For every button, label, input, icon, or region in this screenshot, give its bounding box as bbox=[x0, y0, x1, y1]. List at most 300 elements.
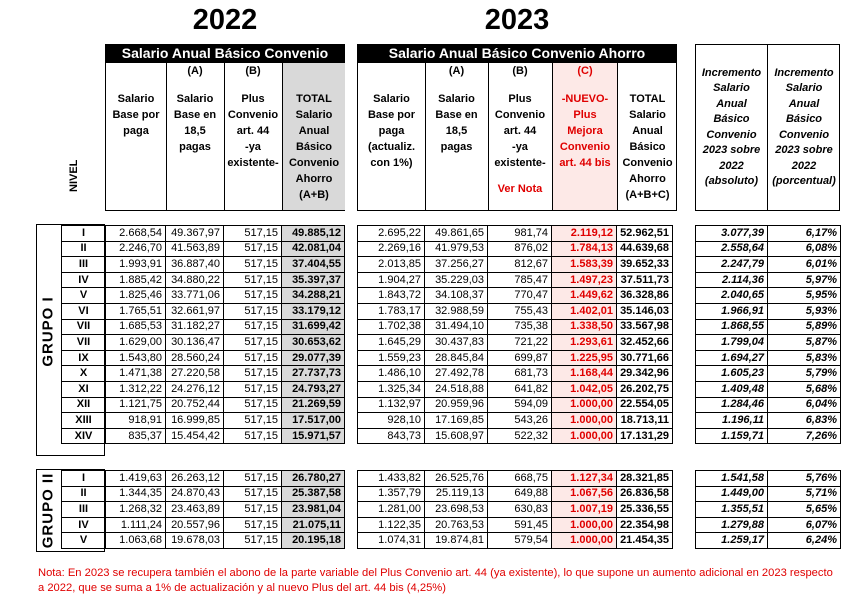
cell-b22: 1.471,38 bbox=[106, 366, 166, 382]
cell-b23: 1.645,29 bbox=[358, 335, 425, 351]
cell-a22: 33.771,06 bbox=[166, 288, 224, 304]
cell-a23: 27.492,78 bbox=[425, 366, 488, 382]
cell-pct: 6,83% bbox=[768, 413, 841, 429]
cell-nivel: V bbox=[62, 533, 106, 549]
cell-c23: 1.583,39 bbox=[552, 257, 617, 273]
cell-b22: 2.246,70 bbox=[106, 241, 166, 257]
table-row bbox=[106, 226, 345, 242]
cell-nivel: XIV bbox=[62, 428, 106, 444]
table-row bbox=[106, 381, 345, 397]
cell-b23: 1.702,38 bbox=[358, 319, 425, 335]
cell-nivel: II bbox=[62, 241, 106, 257]
cell-b23: 1.357,79 bbox=[358, 486, 425, 502]
cell-t23: 39.652,33 bbox=[617, 257, 673, 273]
cell-t22: 21.269,59 bbox=[282, 397, 345, 413]
cell-a23: 15.608,97 bbox=[425, 428, 488, 444]
table-row bbox=[106, 486, 345, 502]
cell-nivel: IV bbox=[62, 517, 106, 533]
cell-abs: 1.868,55 bbox=[696, 319, 768, 335]
cell-abs: 1.279,88 bbox=[696, 517, 768, 533]
table-row bbox=[358, 502, 673, 518]
cell-t22: 30.653,62 bbox=[282, 335, 345, 351]
cell-t23: 25.336,55 bbox=[617, 502, 673, 518]
cell-t22: 49.885,12 bbox=[282, 226, 345, 242]
cell-c23: 1.000,00 bbox=[552, 533, 617, 549]
table-row bbox=[696, 319, 841, 335]
table-row bbox=[358, 413, 673, 429]
table-row bbox=[358, 517, 673, 533]
cell-a22: 32.661,97 bbox=[166, 303, 224, 319]
cell-a23: 37.256,27 bbox=[425, 257, 488, 273]
group-1-label: GRUPO I bbox=[39, 296, 57, 367]
cell-b22: 1.312,22 bbox=[106, 381, 166, 397]
header-2023-col-c: (C) -NUEVO- Plus Mejora Convenio art. 44 bis bbox=[553, 63, 617, 210]
table-row bbox=[62, 319, 106, 335]
year-2023-heading: 2023 bbox=[484, 4, 550, 36]
cell-t23: 17.131,29 bbox=[617, 428, 673, 444]
table-row bbox=[358, 335, 673, 351]
cell-t22: 21.075,11 bbox=[282, 517, 345, 533]
cell-t22: 37.404,55 bbox=[282, 257, 345, 273]
cell-a23: 20.959,96 bbox=[425, 397, 488, 413]
table-incr-group-1 bbox=[695, 225, 841, 444]
cell-t23: 26.202,75 bbox=[617, 381, 673, 397]
cell-t23: 35.146,03 bbox=[617, 303, 673, 319]
table-row bbox=[62, 533, 106, 549]
cell-p23: 785,47 bbox=[488, 272, 552, 288]
cell-c23: 1.067,56 bbox=[552, 486, 617, 502]
cell-p22: 517,15 bbox=[224, 533, 282, 549]
table-row bbox=[106, 303, 345, 319]
table-row bbox=[106, 502, 345, 518]
cell-a22: 23.463,89 bbox=[166, 502, 224, 518]
cell-abs: 1.966,91 bbox=[696, 303, 768, 319]
cell-c23: 1.338,50 bbox=[552, 319, 617, 335]
table-row bbox=[106, 397, 345, 413]
cell-p22: 517,15 bbox=[224, 471, 282, 487]
table-row bbox=[62, 288, 106, 304]
cell-b23: 1.074,31 bbox=[358, 533, 425, 549]
cell-a23: 24.518,88 bbox=[425, 381, 488, 397]
table-row bbox=[696, 486, 841, 502]
table-row bbox=[106, 241, 345, 257]
group-2-label: GRUPO II bbox=[39, 472, 57, 549]
cell-abs: 3.077,39 bbox=[696, 226, 768, 242]
cell-abs: 2.040,65 bbox=[696, 288, 768, 304]
cell-b23: 1.486,10 bbox=[358, 366, 425, 382]
cell-a23: 17.169,85 bbox=[425, 413, 488, 429]
cell-pct: 5,97% bbox=[768, 272, 841, 288]
cell-pct: 5,89% bbox=[768, 319, 841, 335]
table-row bbox=[62, 303, 106, 319]
table-row bbox=[696, 257, 841, 273]
cell-p23: 641,82 bbox=[488, 381, 552, 397]
table-row bbox=[358, 257, 673, 273]
cell-p23: 522,32 bbox=[488, 428, 552, 444]
cell-b22: 1.419,63 bbox=[106, 471, 166, 487]
cell-abs: 1.159,71 bbox=[696, 428, 768, 444]
cell-t22: 25.387,58 bbox=[282, 486, 345, 502]
cell-p22: 517,15 bbox=[224, 288, 282, 304]
cell-b23: 1.325,34 bbox=[358, 381, 425, 397]
cell-b22: 1.063,68 bbox=[106, 533, 166, 549]
cell-a22: 20.752,44 bbox=[166, 397, 224, 413]
cell-nivel: VII bbox=[62, 335, 106, 351]
cell-a23: 31.494,10 bbox=[425, 319, 488, 335]
table-row bbox=[358, 319, 673, 335]
table-row bbox=[106, 319, 345, 335]
cell-pct: 6,17% bbox=[768, 226, 841, 242]
cell-t22: 34.288,21 bbox=[282, 288, 345, 304]
table-level-group-2 bbox=[61, 470, 106, 549]
cell-p23: 591,45 bbox=[488, 517, 552, 533]
header-2023-col-a: (A) Salario Base en 18,5 pagas bbox=[435, 65, 478, 153]
cell-abs: 1.605,23 bbox=[696, 366, 768, 382]
cell-p22: 517,15 bbox=[224, 257, 282, 273]
cell-t22: 33.179,12 bbox=[282, 303, 345, 319]
cell-c23: 1.000,00 bbox=[552, 397, 617, 413]
table-incr-group-2 bbox=[695, 470, 841, 549]
cell-t23: 36.328,86 bbox=[617, 288, 673, 304]
cell-p22: 517,15 bbox=[224, 517, 282, 533]
table-row bbox=[358, 533, 673, 549]
table-row bbox=[696, 241, 841, 257]
header-2022-col-b: (B) Plus Convenio art. 44 -ya existente- bbox=[227, 65, 279, 169]
table-row bbox=[106, 335, 345, 351]
cell-pct: 5,76% bbox=[768, 471, 841, 487]
cell-p22: 517,15 bbox=[224, 397, 282, 413]
cell-a22: 15.454,42 bbox=[166, 428, 224, 444]
table-row bbox=[106, 288, 345, 304]
table-row bbox=[106, 366, 345, 382]
cell-p22: 517,15 bbox=[224, 428, 282, 444]
cell-p23: 735,38 bbox=[488, 319, 552, 335]
cell-c23: 1.225,95 bbox=[552, 350, 617, 366]
table-row bbox=[62, 226, 106, 242]
cell-b22: 835,37 bbox=[106, 428, 166, 444]
cell-c23: 1.127,34 bbox=[552, 471, 617, 487]
cell-p22: 517,15 bbox=[224, 319, 282, 335]
cell-pct: 5,95% bbox=[768, 288, 841, 304]
table-row bbox=[106, 517, 345, 533]
cell-b23: 2.269,16 bbox=[358, 241, 425, 257]
cell-nivel: I bbox=[62, 471, 106, 487]
cell-a22: 20.557,96 bbox=[166, 517, 224, 533]
table-row bbox=[696, 397, 841, 413]
table-row bbox=[358, 366, 673, 382]
cell-p22: 517,15 bbox=[224, 335, 282, 351]
cell-a23: 23.698,53 bbox=[425, 502, 488, 518]
cell-p23: 770,47 bbox=[488, 288, 552, 304]
cell-pct: 5,93% bbox=[768, 303, 841, 319]
cell-p22: 517,15 bbox=[224, 272, 282, 288]
cell-a22: 19.678,03 bbox=[166, 533, 224, 549]
cell-b23: 1.904,27 bbox=[358, 272, 425, 288]
cell-c23: 1.784,13 bbox=[552, 241, 617, 257]
cell-abs: 1.196,11 bbox=[696, 413, 768, 429]
cell-t22: 42.081,04 bbox=[282, 241, 345, 257]
increment-abs-header: Incremento Salario Anual Básico Convenio 2023 sobre 2022 (absoluto) bbox=[696, 45, 768, 210]
cell-abs: 1.449,00 bbox=[696, 486, 768, 502]
cell-a23: 25.119,13 bbox=[425, 486, 488, 502]
cell-p23: 755,43 bbox=[488, 303, 552, 319]
header-2022-col-0: Salario Base por paga bbox=[112, 93, 160, 137]
cell-b22: 1.344,35 bbox=[106, 486, 166, 502]
cell-t23: 33.567,98 bbox=[617, 319, 673, 335]
cell-a23: 20.763,53 bbox=[425, 517, 488, 533]
cell-t23: 37.511,73 bbox=[617, 272, 673, 288]
table-row bbox=[696, 303, 841, 319]
table-row bbox=[62, 381, 106, 397]
cell-p23: 668,75 bbox=[488, 471, 552, 487]
cell-t23: 30.771,66 bbox=[617, 350, 673, 366]
cell-b22: 1.825,46 bbox=[106, 288, 166, 304]
cell-nivel: XII bbox=[62, 397, 106, 413]
cell-a23: 41.979,53 bbox=[425, 241, 488, 257]
cell-pct: 6,08% bbox=[768, 241, 841, 257]
cell-t23: 28.321,85 bbox=[617, 471, 673, 487]
cell-abs: 1.541,58 bbox=[696, 471, 768, 487]
cell-abs: 1.694,27 bbox=[696, 350, 768, 366]
table-row bbox=[106, 257, 345, 273]
increment-header-box bbox=[695, 44, 840, 211]
cell-p22: 517,15 bbox=[224, 226, 282, 242]
cell-abs: 1.259,17 bbox=[696, 533, 768, 549]
table-row bbox=[358, 272, 673, 288]
cell-nivel: III bbox=[62, 257, 106, 273]
cell-a22: 36.887,40 bbox=[166, 257, 224, 273]
cell-p23: 981,74 bbox=[488, 226, 552, 242]
header-box-2022 bbox=[105, 63, 345, 211]
cell-b23: 1.559,23 bbox=[358, 350, 425, 366]
cell-a22: 16.999,85 bbox=[166, 413, 224, 429]
cell-pct: 6,24% bbox=[768, 533, 841, 549]
cell-p23: 630,83 bbox=[488, 502, 552, 518]
cell-p23: 721,22 bbox=[488, 335, 552, 351]
footnote: Nota: En 2023 se recupera también el abono de la parte variable del Plus Convenio art. 44 (ya existente), lo que supone un aumento adicional en 2023 respecto a 2022, que se suma a 1% de actualización y al nuevo Plus del art. 44 bis (4,25%) bbox=[38, 567, 833, 594]
cell-abs: 1.409,48 bbox=[696, 381, 768, 397]
cell-nivel: I bbox=[62, 226, 106, 242]
table-row bbox=[62, 335, 106, 351]
section-title-2022: Salario Anual Básico Convenio bbox=[105, 44, 345, 63]
cell-c23: 1.497,23 bbox=[552, 272, 617, 288]
cell-p23: 681,73 bbox=[488, 366, 552, 382]
cell-b23: 1.783,17 bbox=[358, 303, 425, 319]
cell-b23: 1.122,35 bbox=[358, 517, 425, 533]
cell-abs: 1.799,04 bbox=[696, 335, 768, 351]
table-row bbox=[696, 517, 841, 533]
header-2022-col-total: TOTAL Salario Anual Básico Convenio Ahorro (A+B) bbox=[283, 63, 345, 210]
cell-nivel: VI bbox=[62, 303, 106, 319]
table-row bbox=[358, 303, 673, 319]
cell-a23: 49.861,65 bbox=[425, 226, 488, 242]
cell-c23: 1.402,01 bbox=[552, 303, 617, 319]
table-row bbox=[62, 502, 106, 518]
cell-t22: 15.971,57 bbox=[282, 428, 345, 444]
section-title-2023: Salario Anual Básico Convenio Ahorro bbox=[357, 44, 677, 63]
cell-nivel: V bbox=[62, 288, 106, 304]
table-row bbox=[62, 486, 106, 502]
table-row bbox=[358, 471, 673, 487]
cell-nivel: XIII bbox=[62, 413, 106, 429]
table-y2023-group-1 bbox=[357, 225, 673, 444]
cell-t22: 27.737,73 bbox=[282, 366, 345, 382]
cell-b23: 1.843,72 bbox=[358, 288, 425, 304]
table-row bbox=[696, 533, 841, 549]
table-row bbox=[358, 397, 673, 413]
table-row bbox=[696, 381, 841, 397]
increment-pct-header: Incremento Salario Anual Básico Convenio 2023 sobre 2022 (porcentual) bbox=[772, 66, 836, 187]
cell-p22: 517,15 bbox=[224, 413, 282, 429]
cell-b22: 1.111,24 bbox=[106, 517, 166, 533]
cell-c23: 2.119,12 bbox=[552, 226, 617, 242]
cell-b22: 1.121,75 bbox=[106, 397, 166, 413]
table-row bbox=[696, 272, 841, 288]
cell-c23: 1.449,62 bbox=[552, 288, 617, 304]
cell-t22: 29.077,39 bbox=[282, 350, 345, 366]
cell-b23: 1.132,97 bbox=[358, 397, 425, 413]
cell-pct: 6,04% bbox=[768, 397, 841, 413]
cell-t23: 22.354,98 bbox=[617, 517, 673, 533]
cell-c23: 1.000,00 bbox=[552, 517, 617, 533]
cell-p22: 517,15 bbox=[224, 486, 282, 502]
cell-abs: 1.284,46 bbox=[696, 397, 768, 413]
cell-b23: 928,10 bbox=[358, 413, 425, 429]
cell-a22: 31.182,27 bbox=[166, 319, 224, 335]
table-y2023-group-2 bbox=[357, 470, 673, 549]
cell-a22: 49.367,97 bbox=[166, 226, 224, 242]
cell-b22: 918,91 bbox=[106, 413, 166, 429]
cell-p23: 699,87 bbox=[488, 350, 552, 366]
cell-t23: 29.342,96 bbox=[617, 366, 673, 382]
header-2022-col-a: (A) Salario Base en 18,5 pagas bbox=[173, 65, 217, 153]
cell-b22: 1.268,32 bbox=[106, 502, 166, 518]
table-row bbox=[358, 288, 673, 304]
cell-t22: 26.780,27 bbox=[282, 471, 345, 487]
cell-b22: 2.668,54 bbox=[106, 226, 166, 242]
cell-t22: 35.397,37 bbox=[282, 272, 345, 288]
table-row bbox=[62, 366, 106, 382]
table-row bbox=[62, 413, 106, 429]
table-y2022-group-1 bbox=[105, 225, 345, 444]
cell-abs: 1.355,51 bbox=[696, 502, 768, 518]
cell-t22: 20.195,18 bbox=[282, 533, 345, 549]
cell-a23: 19.874,81 bbox=[425, 533, 488, 549]
cell-pct: 5,87% bbox=[768, 335, 841, 351]
cell-b22: 1.885,42 bbox=[106, 272, 166, 288]
cell-nivel: X bbox=[62, 366, 106, 382]
cell-b23: 2.013,85 bbox=[358, 257, 425, 273]
cell-t23: 21.454,35 bbox=[617, 533, 673, 549]
table-row bbox=[696, 366, 841, 382]
cell-pct: 6,01% bbox=[768, 257, 841, 273]
cell-a22: 34.880,22 bbox=[166, 272, 224, 288]
cell-b22: 1.993,91 bbox=[106, 257, 166, 273]
cell-pct: 5,65% bbox=[768, 502, 841, 518]
table-row bbox=[696, 428, 841, 444]
table-row bbox=[106, 533, 345, 549]
cell-p23: 812,67 bbox=[488, 257, 552, 273]
table-row bbox=[358, 226, 673, 242]
cell-a22: 30.136,47 bbox=[166, 335, 224, 351]
cell-b23: 1.281,00 bbox=[358, 502, 425, 518]
table-row bbox=[62, 257, 106, 273]
cell-a23: 28.845,84 bbox=[425, 350, 488, 366]
cell-c23: 1.007,19 bbox=[552, 502, 617, 518]
cell-b22: 1.685,53 bbox=[106, 319, 166, 335]
cell-a23: 32.988,59 bbox=[425, 303, 488, 319]
table-row bbox=[358, 350, 673, 366]
cell-p22: 517,15 bbox=[224, 366, 282, 382]
table-row bbox=[62, 517, 106, 533]
table-row bbox=[106, 471, 345, 487]
table-row bbox=[696, 471, 841, 487]
table-row bbox=[358, 381, 673, 397]
cell-a23: 30.437,83 bbox=[425, 335, 488, 351]
cell-t23: 52.962,51 bbox=[617, 226, 673, 242]
cell-c23: 1.168,44 bbox=[552, 366, 617, 382]
cell-nivel: IX bbox=[62, 350, 106, 366]
cell-b23: 843,73 bbox=[358, 428, 425, 444]
cell-a22: 26.263,12 bbox=[166, 471, 224, 487]
cell-pct: 5,71% bbox=[768, 486, 841, 502]
cell-p22: 517,15 bbox=[224, 241, 282, 257]
cell-t22: 23.981,04 bbox=[282, 502, 345, 518]
cell-p23: 876,02 bbox=[488, 241, 552, 257]
table-row bbox=[696, 502, 841, 518]
cell-a22: 28.560,24 bbox=[166, 350, 224, 366]
cell-p23: 649,88 bbox=[488, 486, 552, 502]
table-row bbox=[696, 288, 841, 304]
cell-b22: 1.543,80 bbox=[106, 350, 166, 366]
cell-a23: 35.229,03 bbox=[425, 272, 488, 288]
cell-p23: 543,26 bbox=[488, 413, 552, 429]
cell-b22: 1.629,00 bbox=[106, 335, 166, 351]
cell-t23: 18.713,11 bbox=[617, 413, 673, 429]
cell-abs: 2.247,79 bbox=[696, 257, 768, 273]
cell-nivel: II bbox=[62, 486, 106, 502]
cell-pct: 5,83% bbox=[768, 350, 841, 366]
cell-p22: 517,15 bbox=[224, 303, 282, 319]
cell-nivel: XI bbox=[62, 381, 106, 397]
cell-t23: 44.639,68 bbox=[617, 241, 673, 257]
table-row bbox=[62, 272, 106, 288]
header-2023-col-total: TOTAL Salario Anual Básico Convenio Ahorro (A+B+C) bbox=[622, 93, 673, 201]
cell-t22: 24.793,27 bbox=[282, 381, 345, 397]
nivel-label: NIVEL bbox=[68, 159, 80, 192]
cell-a22: 41.563,89 bbox=[166, 241, 224, 257]
cell-a23: 34.108,37 bbox=[425, 288, 488, 304]
table-row bbox=[106, 272, 345, 288]
header-2023-col-0: Salario Base por paga (actualiz. con 1%) bbox=[367, 93, 416, 169]
cell-a22: 24.870,43 bbox=[166, 486, 224, 502]
table-row bbox=[696, 226, 841, 242]
cell-b23: 1.433,82 bbox=[358, 471, 425, 487]
cell-t23: 32.452,66 bbox=[617, 335, 673, 351]
table-row bbox=[106, 413, 345, 429]
cell-pct: 5,79% bbox=[768, 366, 841, 382]
cell-c23: 1.000,00 bbox=[552, 413, 617, 429]
table-row bbox=[62, 397, 106, 413]
cell-nivel: VII bbox=[62, 319, 106, 335]
header-box-2023 bbox=[357, 63, 677, 211]
cell-pct: 7,26% bbox=[768, 428, 841, 444]
cell-p22: 517,15 bbox=[224, 502, 282, 518]
cell-c23: 1.000,00 bbox=[552, 428, 617, 444]
cell-t23: 26.836,58 bbox=[617, 486, 673, 502]
table-row bbox=[358, 428, 673, 444]
cell-t23: 22.554,05 bbox=[617, 397, 673, 413]
